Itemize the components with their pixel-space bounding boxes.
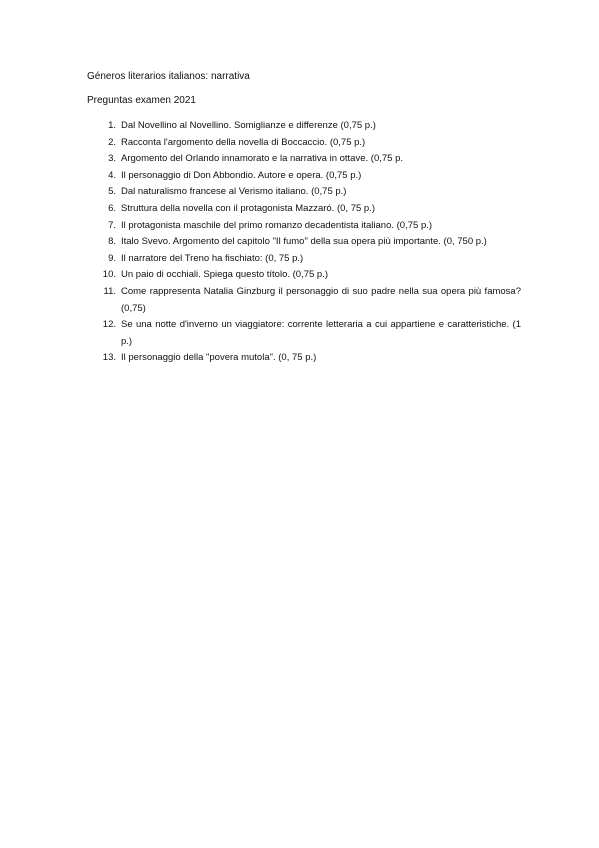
question-text: Il personaggio della "povera mutola". (0, 75 p.) [121,352,317,364]
question-text: Italo Svevo. Argomento del capitolo "Il fumo" della sua opera più importante. (0, 750 p.) [121,236,487,248]
question-number: 12. [102,319,116,331]
question-text: Il narratore del Treno ha fischiato: (0, 75 p.) [121,252,304,264]
question-text: Struttura della novella con il protagonista Mazzaró. (0, 75 p.) [121,202,375,214]
question-text: Il personaggio di Don Abbondio. Autore e opera. (0,75 p.) [121,169,362,181]
question-text: Dal naturalismo francese al Verismo italiano. (0,75 p.) [121,186,347,198]
question-number: 10. [102,269,116,281]
document-title: Géneros literarios italianos: narrativa [87,71,250,82]
question-number: 3. [108,153,116,165]
question-text: Come rappresenta Natalia Ginzburg il personaggio di suo padre nella sua opera più famosa? (0,75) [121,285,521,314]
question-number: 8. [108,236,116,248]
question-text: Se una notte d'inverno un viaggiatore: corrente letteraria a cui appartiene e caratteristiche. (1 p.) [121,319,521,347]
question-number: 4. [108,169,116,181]
question-number: 11. [103,285,116,297]
question-text: Racconta l'argomento della novella di Boccaccio. (0,75 p.) [121,136,366,148]
question-item [0,135,599,152]
question-item [0,234,599,251]
question-item [0,251,599,268]
question-number: 7. [108,219,116,231]
question-item [0,218,599,235]
question-item [0,118,599,135]
question-text: Dal Novellino al Novellino. Somiglianze e differenze (0,75 p.) [121,120,376,131]
question-item [0,168,599,185]
question-text: Un paio di occhiali. Spiega questo títolo. (0,75 p.) [121,269,329,281]
question-number: 13. [102,352,116,364]
question-number: 9. [108,252,116,264]
question-text: Argomento del Orlando innamorato e la narrativa in ottave. (0,75 p. [121,153,403,165]
question-text: Il protagonista maschile del primo romanzo decadentista italiano. (0,75 p.) [121,219,433,231]
question-number: 6. [108,202,116,214]
question-list [0,118,599,367]
question-item [0,284,599,317]
question-item [0,350,599,367]
question-item [0,317,599,350]
question-number: 2. [108,136,116,148]
question-item [0,267,599,284]
document-subtitle: Preguntas examen 2021 [87,95,196,106]
question-item [0,201,599,218]
question-item [0,184,599,201]
question-number: 5. [108,186,116,198]
question-item [0,151,599,168]
question-number: 1. [108,120,116,131]
